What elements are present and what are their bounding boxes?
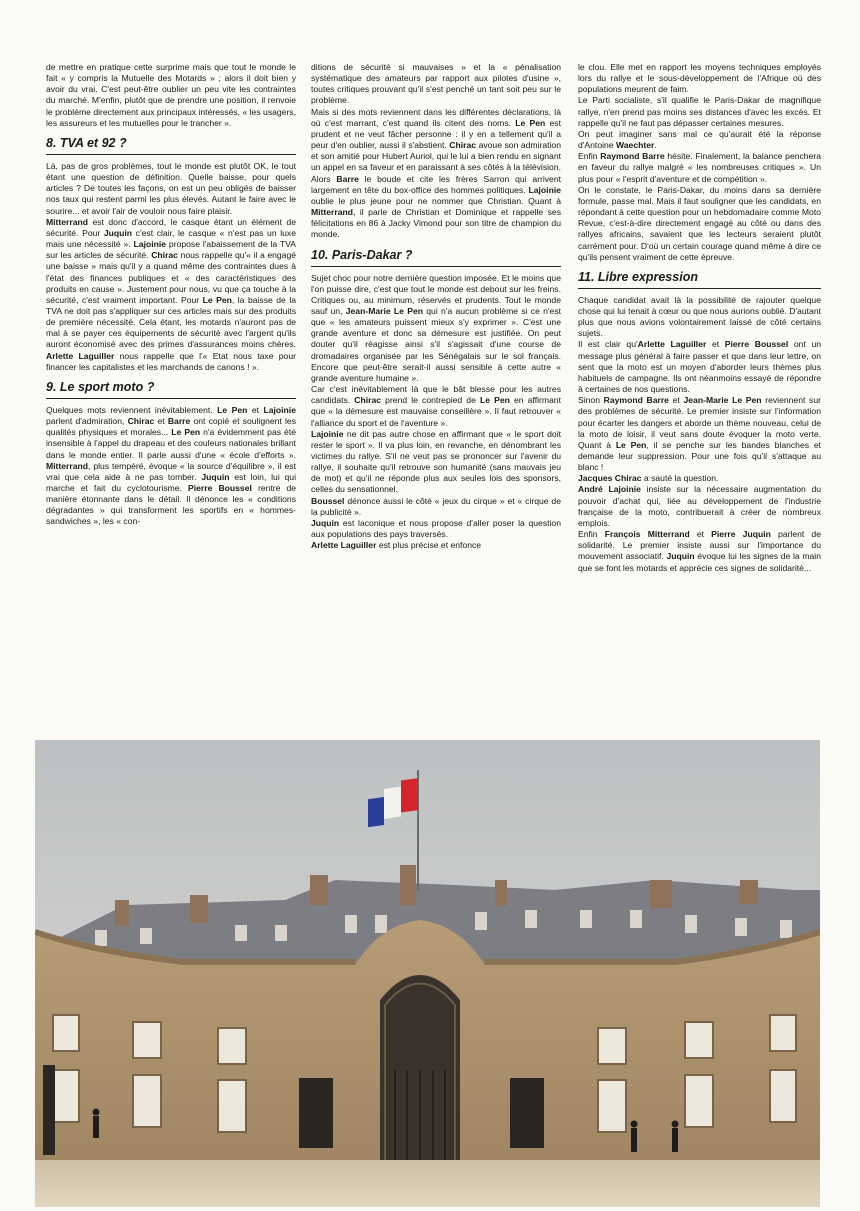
text-column-3 <box>578 62 821 740</box>
paragraph: Jacques Chirac a sauté la question. <box>578 473 719 484</box>
section-heading: 9. Le sport moto ? <box>46 380 296 399</box>
paragraph: On peut imaginer sans mal ce qu'aurait été la réponse d'Antoine Waechter. <box>578 128 821 151</box>
paragraph: Arlette Laguiller est plus précise et enfonce <box>311 540 482 551</box>
section-heading: 8. TVA et 92 ? <box>46 136 296 155</box>
paragraph: Sinon Raymond Barre et Jean-Marie Le Pen reviennent sur des problèmes de sécurité. Le premier insiste sur l'information pour écarter les dangers et aborde un thème nouveau, celui de la moto de loisir, il veut sans doute évoquer la moto verte. Quant à Le Pen, il se penche sur les bandes blanches et demande leur suppression. Pour une fois qu'il s'attaque au blanc ! <box>578 395 821 473</box>
paragraph: Mitterrand est donc d'accord, le casque étant un élément de sécurité. Pour Juquin c'est clair, le casque « n'est pas un luxe mais une nécessité ». Lajoinie propose l'abaissement de la TVA sur les articles de sécurité. Chirac nous rappelle qu'« il a engagé une baisse » mais qu'il y a quand même des contraintes dues à l'état des finances publiques et « des caractéristiques des produits en cause ». Justement pour nous, vu que ça touche à la sécurité, c'est vraiment important. Pour Le Pen, la baisse de la TVA ne doit pas s'appliquer sur ces articles mais sur des produits de première nécessité. Cela étant, les motards n'auront pas de mal à se payer ces équipements de sécurité avec l'argent qu'ils auront économisé avec des primes d'assurances moins chères. Arlette Laguiller nous rappelle que l'« Etat nous taxe pour financer les capitalistes et les marchands de canons ! ». <box>46 216 296 372</box>
paragraph: Le Parti socialiste, s'il qualifie le Paris-Dakar de magnifique rallye, n'en prend pas moins ses distances d'avec les excès. Et rappelle qu'il ne faut pas dépasser certaines mesures. <box>578 95 821 128</box>
paragraph: Sujet choc pour notre dernière question imposée. Et le moins que l'on puisse dire, c'est que tout le monde est debout sur les freins. Critiques ou, au minimum, réservés et prudents. Tout le monde sauf un, Jean-Marie Le Pen qui n'a aucun problème si ce n'est que « les amateurs puissent mieux s'y exprimer ». C'est une grande aventure et donc sa démesure est justifiée. On peut douter qu'il réagisse ainsi s'il s'agissait d'une course de dromadaires organisée par les Sénégalais sur le sol français. Encore que peut-être serait-il aussi sensible à cette autre « grande aventure humaine ». <box>311 272 561 383</box>
paragraph: Boussel dénonce aussi le côté « jeux du cirque » et « cirque de la publicité ». <box>311 495 561 517</box>
paragraph: André Lajoinie insiste sur la nécessaire augmentation du pouvoir d'achat qui, liée au développement de l'industrie française de la moto, contribuerait à créer de nombreux emplois. <box>578 484 821 528</box>
elysee-palace-photo <box>35 740 820 1207</box>
paragraph: Enfin Raymond Barre hésite. Finalement, la balance penchera en faveur du rallye malgré « les nombreuses critiques ». Un plus pour « l'esprit d'aventure et de compétition ». <box>578 151 821 184</box>
paragraph: Juquin est laconique et nous propose d'aller poser la question aux populations des pays traversés. <box>311 517 561 540</box>
section-heading: 10. Paris-Dakar ? <box>311 248 561 267</box>
paragraph: Il est clair qu'Arlette Laguiller et Pierre Boussel ont un message plus général à faire passer et que dans leur lettre, on sent que la moto est un moyen d'aborder leurs thèmes plus habituels de campagne. Ils ont néanmoins essayé de répondre à certaines de nos questions. <box>578 339 821 395</box>
paragraph: Chaque candidat avait là la possibilité de rajouter quelque chose qui lui tenait à cœur ou que nous aurions oublié. D'autant plus que nous avions volontairement laissé de côté certains sujets. <box>578 294 821 339</box>
paragraph: ditions de sécurité si mauvaises » et la « pénalisation systématique des amateurs par rapport aux pilotes d'usine », toutes critiques prouvant qu'il s'est penché un tant soit peu sur le problème. <box>311 62 561 106</box>
paragraph: On le constate, le Paris-Dakar, du moins dans sa dernière formule, passe mal. Mais il faut souligner que les candidats, en répondant à cette question pour un hebdomadaire comme Moto Revue, c'est-à-dire directement engagé au côté ou dans des rallyes africains, savaient que les lecteurs seraient plutôt carrément pour. D'où un certain courage quand même à dire ce qu'ils pensent vraiment de cette épreuve. <box>578 184 821 262</box>
paragraph: Car c'est inévitablement là que le bât blesse pour les autres candidats. Chirac prend le contrepied de Le Pen en affirmant que « la démesure est mauvaise conseillère ». Il faut retrouver « l'alliance du sport et de l'aventure ». <box>311 384 561 428</box>
text-column-1 <box>46 62 296 740</box>
paragraph: Enfin François Mitterrand et Pierre Juquin parlent de solidarité. Le premier insiste aussi sur l'importance du mouvement associatif. Juquin évoque lui les signes de la main que se font les motards et apprécie ces signes de solidarité... ■ <box>578 529 821 574</box>
section-heading: 11. Libre expression <box>578 270 821 289</box>
paragraph: Mais si des mots reviennent dans les différentes déclarations, là où c'est marrant, c'est quand ils citent des noms. Le Pen est prudent et ne veut fâcher personne : il y en a tellement qu'il a peur d'en oublier, aussi il s'abstient. Chirac avoue son admiration et son amitié pour Hubert Auriol, qui le lui a bien rendu en signant un appel en sa faveur et en paraissant à ses côtés à la télévision. Alors Barre le boude et cite les frères Sarron qui arrivent largement en tête du box-office des hommes politiques. Lajoinie oublie le plus jeune pour ne nommer que Christian. Quant à Mitterrand, il parle de Christian et Dominique et rappelle ses félicitations en 86 à Jacky Vimond pour son titre de champion du monde. <box>311 106 561 240</box>
paragraph: Quelques mots reviennent inévitablement. Le Pen et Lajoinie parlent d'admiration, Chirac et Barre ont copié et soulignent les qualités physiques et morales... Le Pen n'a évidemment pas été insensible à l'appel du drapeau et des couleurs nationales brillant dans le monde entier. Il parle aussi d'une « école d'efforts ». Mitterrand, plus tempéré, évoque « la source d'équilibre », il est vrai que cela aide à ne pas tomber. Juquin est loin, lui qui marche et fait du cyclotourisme. Pierre Boussel rentre de manière étonnante dans le détail. Il dénonce les « conditions dégradantes » qui transforment les sportifs en « hommes-sandwiches », les « con- <box>46 404 296 527</box>
paragraph: Lajoinie ne dit pas autre chose en affirmant que « le sport doit rester le sport ». Il va plus loin, en revanche, en dénombrant les victimes du rallye. S'il ne veut pas se prononcer sur l'avenir du rallye, il souhaite qu'il retrouve son humanité (sans mauvais jeu de mot) et qu'il ne réponde plus aux seules lois des sponsors, celles du sensationnel. <box>311 428 561 495</box>
paragraph: Là, pas de gros problèmes, tout le monde est plutôt OK, le tout étant une question de définition. Quelle baisse, pour quels articles ? De toutes les façons, on est un peu obligés de baisser nos taux qui restent parmi les plus élevés. Autant le faire avec le sourire... et avoir l'air de vouloir nous faire plaisir. <box>46 160 296 216</box>
paragraph: le clou. Elle met en rapport les moyens techniques employés lors du rallye et le sous-développement de l'Afrique où des populations meurent de faim. <box>578 62 821 95</box>
paragraph: de mettre en pratique cette surprime mais que tout le monde le fait « y compris la Mutuelle des Motards » ; alors il doit bien y avoir du vrai. C'est peut-être oublier un peu vite les contraintes du marché. M'enfin, plutôt que de prendre une position, il renvoie le problème directement aux principaux intéressés, « les usagers, les assureurs et les mutuelles pour le trancher ». <box>46 62 296 128</box>
text-column-2 <box>311 62 561 740</box>
